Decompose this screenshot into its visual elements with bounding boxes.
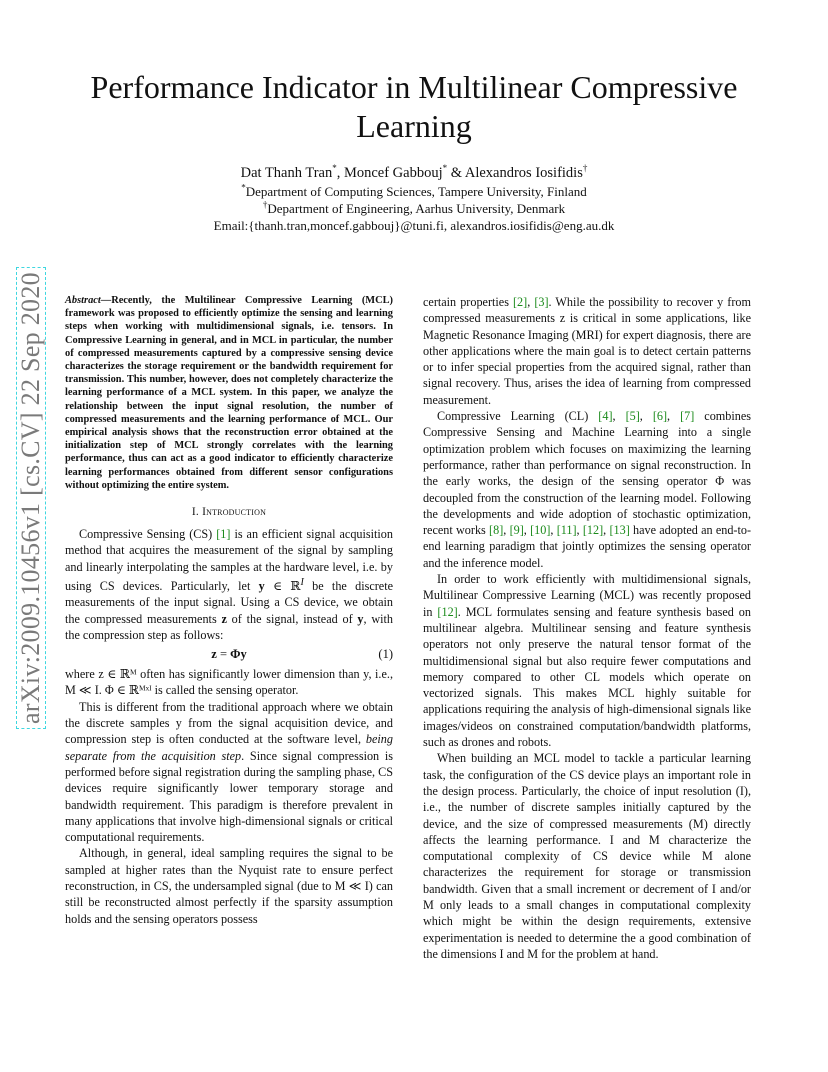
citation-link[interactable]: [1] <box>216 527 231 542</box>
equation-1: z = Φy (1) <box>211 647 393 662</box>
paragraph: Compressive Learning (CL) [4], [5], [6], [7] combines Compressive Sensing and Machine Learning into a single optimization problem which focuses on maximizing the learning performance, rather than performance on signal reconstruction. In the early works, the design of the sensing operator Φ was decoupled from the construction of the learning model. Following the developments and wide adoption of stochastic optimization, recent works [8], [9], [10], [11], [12], [13] have adopted an end-to-end learning paradigm that jointly optimizes the sensing operator and the inference model. <box>423 409 752 570</box>
paragraph: In order to work efficiently with multidimensional signals, Multilinear Compressive Learning (MCL) was recently proposed in [12]. MCL formulates sensing and feature synthesis based on multilinear algebra. Multilinear sensing and feature synthesis operators not only preserve the natural tensor format of the multidimensional signal but also require fewer computations and memory compared to other CL models which operate on vectorized signals. This makes MCL highly suitable for applications requiring the analysis of high-dimensional signals like images/videos on constrained computation/bandwidth platforms, such as drones and robots. <box>423 572 751 750</box>
abstract-label: Abstract <box>65 295 101 306</box>
affiliation-mark: * <box>442 163 448 174</box>
paragraph: Although, in general, ideal sampling requires the signal to be sampled at higher rates than the Nyquist rate to ensure perfect reconstruction, in CS, the undersampled signal (due to M ≪ I) can still be reconstructed almost perfectly if the sparsity assumption holds and the sensing operators possess <box>65 846 393 926</box>
citation-link[interactable]: [4] <box>598 409 613 424</box>
citation-link[interactable]: [6] <box>652 409 668 424</box>
paper-title: Performance Indicator in Multilinear Compressive Learning <box>90 69 738 144</box>
citation-link[interactable]: [7] <box>680 409 695 424</box>
citation-link[interactable]: [12] <box>582 523 604 538</box>
affiliation-mark: * <box>332 163 337 174</box>
email-line: Email:{thanh.tran,moncef.gabbouj}@tuni.fi, alexandros.iosifidis@eng.au.dk <box>213 218 615 233</box>
citation-link[interactable]: [3] <box>534 295 549 309</box>
citation-link[interactable]: [10] <box>530 523 551 538</box>
citation-link[interactable]: [5] <box>625 409 640 424</box>
abstract: Abstract—Recently, the Multilinear Compressive Learning (MCL) framework was proposed to efficiently optimize the sensing and learning steps when working with multidimensional signals, i.e. tensors. In Compressive Learning in general, and in MCL in particular, the number of compressed measurements captured by a compressive sensing device characterizes the storage requirement or the bandwidth requirement for transmission. This number, however, does not completely characterize the learning performance of a MCL system. In this paper, we analyze the relationship between the input signal resolution, the number of compressed measurements and the learning performance of MCL. Our empirical analysis shows that the reconstruction error obtained at the initialization step of MCL strongly correlates with the learning performance, thus can act as a good indicator to efficiently characterize learning performances obtained from different sensor configurations without optimizing the entire system. <box>65 295 393 491</box>
citation-link[interactable]: [12] <box>437 604 458 619</box>
citation-link[interactable]: [11] <box>556 523 577 538</box>
left-column <box>65 294 393 927</box>
paragraph: certain properties [2], [3]. While the possibility to recover y from compressed measurements z is critical in some applications, like Magnetic Resonance Imaging (MRI) for expert diagnosis, there are other applications where the main goal is to detect certain patterns or to infer special properties from the acquired signal, rather than signal recovery. Thus, arises the idea of learning from compressed measurement. <box>423 295 752 407</box>
affiliation-mark: † <box>582 163 588 174</box>
paragraph: Compressive Sensing (CS) [1] is an efficient signal acquisition method that acquires the measurement of the signal by sampling and linearly interpolating the samples at the hardware level, i.e. by using CS devices. Particularly, let y ∈ ℝ$^I$ be the discrete measurements of the input signal. Using a CS device, we obtain the compressed measurements z of the signal, instead of y, with the compression step as follows: <box>65 527 394 642</box>
paragraph: where z ∈ ℝᴹ often has significantly lower dimension than y, i.e., M ≪ I. Φ ∈ ℝᴹˣᴵ is called the sensing operator. <box>65 667 393 698</box>
arxiv-stamp <box>14 258 48 738</box>
section-heading: I. Introduction <box>191 506 267 519</box>
citation-link[interactable]: [2] <box>513 295 528 309</box>
equation-number: (1) <box>378 647 393 662</box>
author-name: Dat Thanh Tran <box>240 165 333 181</box>
arxiv-identifier: arXiv:2009.10456v1 [cs.CV] 22 Sep 2020 <box>16 267 46 729</box>
author-name: Moncef Gabbouj <box>343 165 443 181</box>
citation-link[interactable]: [13] <box>609 523 630 538</box>
affiliation: †Department of Engineering, Aarhus University, Denmark <box>262 199 566 216</box>
abstract-text: Recently, the Multilinear Compressive Learning (MCL) framework was proposed to efficiently optimize the sensing and learning steps when working with multidimensional signals, i.e. tensors. In Compressive Learning in general, and in MCL in particular, the number of compressed measurements captured by a compressive sensing device characterizes the storage requirement or the bandwidth requirement for transmission. This number, however, does not completely characterize the learning performance of a MCL system. In this paper, we analyze the relationship between the input signal resolution, the number of compressed measurements and the learning performance of MCL. Our empirical analysis shows that the reconstruction error obtained at the initialization step of MCL strongly correlates with the learning performance, thus can act as a good indicator to efficiently characterize learning performances obtained from different sensor configurations without optimizing the entire system. <box>65 295 393 491</box>
right-column <box>423 294 751 962</box>
affiliation: *Department of Computing Sciences, Tampere University, Finland <box>241 182 587 199</box>
paragraph: This is different from the traditional approach where we obtain the discrete samples y from the signal acquisition device, and compression step is often conducted at the software level, being separate from the acquisition step. Since signal compression is performed before signal registration during the sampling phase, CS devices require significantly lower temporary storage and bandwidth requirement. This paradigm is therefore prevalent in many applications that involve high-dimensional signals or critical computational requirements. <box>65 699 394 845</box>
citation-link[interactable]: [9] <box>509 523 524 538</box>
paragraph: When building an MCL model to tackle a particular learning task, the configuration of the CS device plays an important role in the design process. Particularly, the choice of input resolution (I), i.e., the number of discrete samples initially captured by the device, and the size of compressed measurements (M) directly affects the learning performance. I and M characterize the computational complexity of CS device while M alone characterizes the requirement for storage or transmission bandwidth. Given that a small increment or decrement of I and/or M only leads to a small changes in computational complexity which might be within the design requirements, extensive experimentation is needed to determine the a good combination of the dimensions I and M for the problem at hand. <box>423 751 751 961</box>
author-name: Alexandros Iosifidis <box>464 165 583 181</box>
author-list: Dat Thanh Tran*, Moncef Gabbouj* & Alexandros Iosifidis† <box>240 163 588 181</box>
author-block <box>60 164 768 234</box>
citation-link[interactable]: [8] <box>489 523 504 538</box>
